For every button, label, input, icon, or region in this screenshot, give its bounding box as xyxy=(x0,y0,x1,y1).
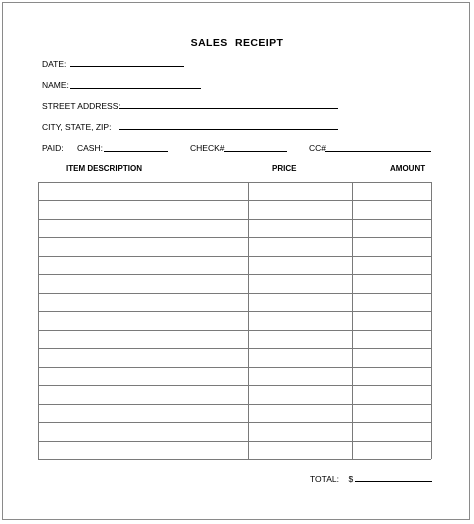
table-row[interactable] xyxy=(38,348,431,366)
table-row[interactable] xyxy=(38,237,431,255)
table-row[interactable] xyxy=(38,404,431,422)
cash-label: CASH: xyxy=(77,143,103,153)
table-row[interactable] xyxy=(38,293,431,311)
street-address-field[interactable] xyxy=(119,108,338,109)
city-state-zip-field[interactable] xyxy=(119,129,338,130)
table-row[interactable] xyxy=(38,441,431,459)
item-description-header: ITEM DESCRIPTION xyxy=(66,164,143,173)
check-label: CHECK# xyxy=(190,143,225,153)
table-row[interactable] xyxy=(38,182,431,200)
table-row[interactable] xyxy=(38,385,431,403)
date-field[interactable] xyxy=(70,66,184,67)
table-row[interactable] xyxy=(38,330,431,348)
paid-label: PAID: xyxy=(42,143,64,153)
cc-label: CC# xyxy=(309,143,327,153)
total-currency: $ xyxy=(348,474,354,484)
check-field[interactable] xyxy=(224,151,287,152)
name-field[interactable] xyxy=(70,88,201,89)
total-text: TOTAL: xyxy=(310,474,339,484)
cash-field[interactable] xyxy=(104,151,168,152)
receipt-title: SALES RECEIPT xyxy=(190,37,284,49)
table-row[interactable] xyxy=(38,274,431,292)
table-row[interactable] xyxy=(38,219,431,237)
table-bottom-border xyxy=(38,459,431,460)
city-state-zip-label: CITY, STATE, ZIP: xyxy=(42,122,112,132)
table-row[interactable] xyxy=(38,422,431,440)
total-field[interactable] xyxy=(355,481,432,482)
amount-header: AMOUNT xyxy=(390,164,426,173)
total-label xyxy=(310,474,353,484)
name-label: NAME: xyxy=(42,80,69,90)
price-header: PRICE xyxy=(272,164,297,173)
table-row[interactable] xyxy=(38,311,431,329)
table-row[interactable] xyxy=(38,200,431,218)
table-row[interactable] xyxy=(38,367,431,385)
table-right-border xyxy=(431,182,432,459)
table-row[interactable] xyxy=(38,256,431,274)
cc-field[interactable] xyxy=(325,151,431,152)
date-label: DATE: xyxy=(42,59,67,69)
street-address-label: STREET ADDRESS: xyxy=(42,101,121,111)
items-table xyxy=(38,182,431,459)
